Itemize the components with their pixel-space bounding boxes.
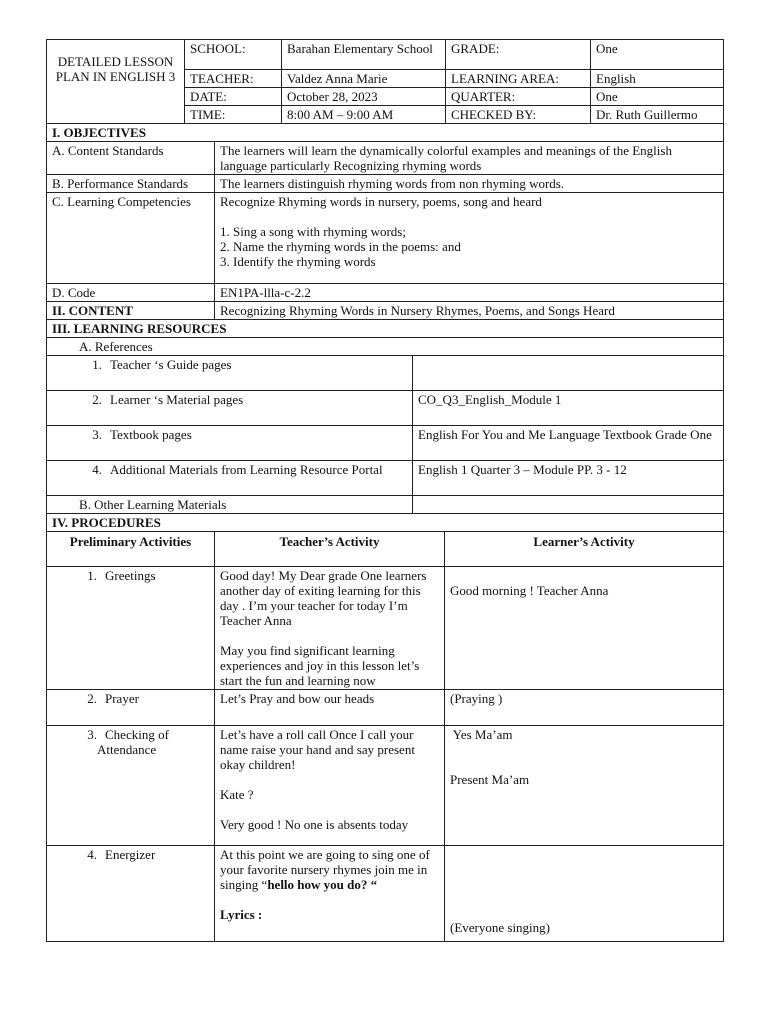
greetings-learner: Good morning ! Teacher Anna: [445, 567, 724, 690]
attendance-teacher: Let’s have a roll call Once I call your name raise your hand and say present okay children! Kate ? Very good ! No one is absents today: [215, 726, 445, 846]
checked-value: Dr. Ruth Guillermo: [591, 106, 724, 124]
greetings-label: 1. Greetings: [47, 567, 215, 690]
procedures-table: [46, 513, 724, 942]
performance-standards-value: The learners distinguish rhyming words from non rhyming words.: [215, 175, 724, 193]
greetings-teacher: Good day! My Dear grade One learners another day of exiting learning for this day . I’m your teacher for today I’m Teacher Anna May you find significant learning experiences and joy in this lesson let’s start the fun and learning now: [215, 567, 445, 690]
procedures-heading: IV. PROCEDURES: [47, 514, 724, 532]
resource-item-value: CO_Q3_English_Module 1: [413, 391, 724, 426]
resources-table: [46, 319, 724, 514]
competency-item: 1. Sing a song with rhyming words;: [220, 224, 406, 239]
content-standards-label: A. Content Standards: [47, 142, 215, 175]
grade-value: One: [591, 40, 724, 70]
school-value: Barahan Elementary School: [282, 40, 446, 70]
lesson-plan-title: DETAILED LESSON PLAN IN ENGLISH 3: [47, 40, 185, 124]
objectives-heading: I. OBJECTIVES: [47, 124, 724, 142]
objectives-table: [46, 123, 724, 320]
other-materials-label: B. Other Learning Materials: [47, 496, 413, 514]
area-label: LEARNING AREA:: [446, 70, 591, 88]
col-preliminary-header: Preliminary Activities: [47, 532, 215, 567]
code-value: EN1PA-llla-c-2.2: [215, 284, 724, 302]
checked-label: CHECKED BY:: [446, 106, 591, 124]
prayer-label: 2. Prayer: [47, 690, 215, 726]
content-value: Recognizing Rhyming Words in Nursery Rhymes, Poems, and Songs Heard: [215, 302, 724, 320]
other-materials-value: [413, 496, 724, 514]
energizer-learner: (Everyone singing): [445, 846, 724, 942]
resource-item-label: 4. Additional Materials from Learning Resource Portal: [47, 461, 413, 496]
competencies-intro: Recognize Rhyming words in nursery, poems, song and heard: [220, 194, 542, 209]
quarter-value: One: [591, 88, 724, 106]
prayer-teacher: Let’s Pray and bow our heads: [215, 690, 445, 726]
date-label: DATE:: [185, 88, 282, 106]
resource-item-value: English 1 Quarter 3 – Module PP. 3 - 12: [413, 461, 724, 496]
performance-standards-label: B. Performance Standards: [47, 175, 215, 193]
resource-item-value: [413, 356, 724, 391]
grade-label: GRADE:: [446, 40, 591, 70]
resource-item-value: English For You and Me Language Textbook Grade One: [413, 426, 724, 461]
lesson-plan-page: [46, 39, 723, 942]
content-heading: II. CONTENT: [47, 302, 215, 320]
resource-item-label: 2. Learner ‘s Material pages: [47, 391, 413, 426]
time-label: TIME:: [185, 106, 282, 124]
teacher-value: Valdez Anna Marie: [282, 70, 446, 88]
energizer-teacher: At this point we are going to sing one of your favorite nursery rhymes join me in singing “hello how you do? “ Lyrics :: [215, 846, 445, 942]
quarter-label: QUARTER:: [446, 88, 591, 106]
attendance-label: 3. Checking of Attendance: [47, 726, 215, 846]
learning-competencies-value: [215, 193, 724, 284]
references-label: A. References: [47, 338, 724, 356]
attendance-learner: Yes Ma’am Present Ma’am: [445, 726, 724, 846]
resources-heading: III. LEARNING RESOURCES: [47, 320, 724, 338]
competency-item: 3. Identify the rhyming words: [220, 254, 376, 269]
teacher-label: TEACHER:: [185, 70, 282, 88]
col-learner-header: Learner’s Activity: [445, 532, 724, 567]
school-label: SCHOOL:: [185, 40, 282, 70]
learning-competencies-label: C. Learning Competencies: [47, 193, 215, 284]
prayer-learner: (Praying ): [445, 690, 724, 726]
header-table: [46, 39, 724, 124]
resource-item-label: 1. Teacher ‘s Guide pages: [47, 356, 413, 391]
date-value: October 28, 2023: [282, 88, 446, 106]
content-standards-value: The learners will learn the dynamically colorful examples and meanings of the English language particularly Recognizing rhyming words: [215, 142, 724, 175]
code-label: D. Code: [47, 284, 215, 302]
area-value: English: [591, 70, 724, 88]
resource-item-label: 3. Textbook pages: [47, 426, 413, 461]
time-value: 8:00 AM – 9:00 AM: [282, 106, 446, 124]
competency-item: 2. Name the rhyming words in the poems: and: [220, 239, 461, 254]
col-teacher-header: Teacher’s Activity: [215, 532, 445, 567]
energizer-label: 4. Energizer: [47, 846, 215, 942]
